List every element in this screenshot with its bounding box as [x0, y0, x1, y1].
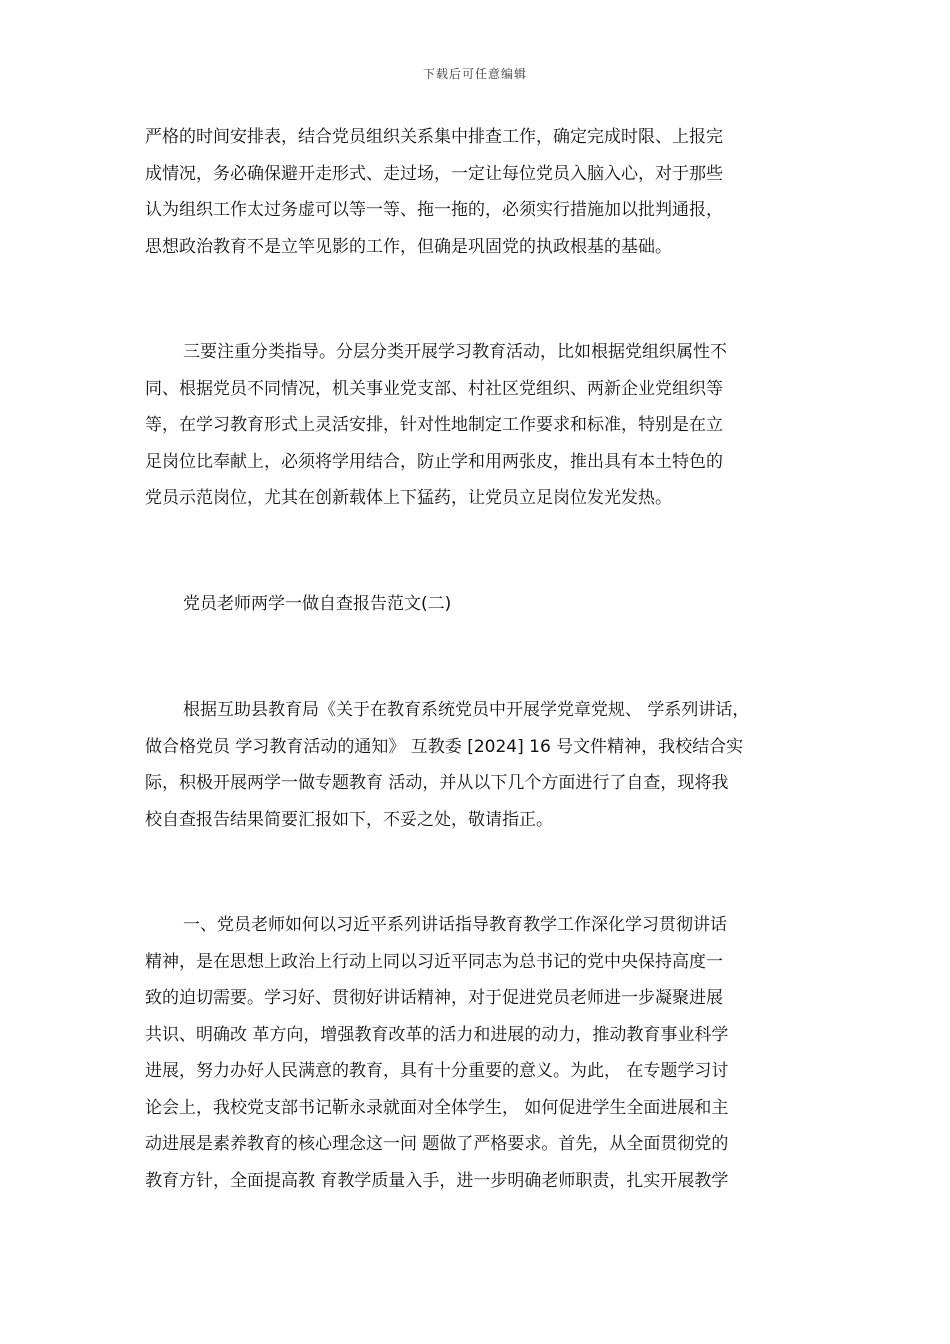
- text-line: 论会上，我校党支部书记靳永录就面对全体学生， 如何促进学生全面进展和主: [145, 1097, 729, 1118]
- text-line: 思想政治教育不是立竿见影的工作，但确是巩固党的执政根基的基础。: [145, 236, 672, 257]
- paragraph-classified-guidance: [145, 334, 813, 517]
- text-line: 教育方针，全面提高教 育教学质量入手，进一步明确老师职责，扎实开展教学: [145, 1170, 729, 1191]
- text-line: 党员老师两学一做自查报告范文(二): [183, 594, 452, 614]
- text-line: 共识、明确改 革方向，增强教育改革的活力和进展的动力，推动教育事业科学: [145, 1024, 729, 1045]
- text-line: 动进展是素养教育的核心理念这一问 题做了严格要求。首先，从全面贯彻党的: [145, 1134, 729, 1154]
- text-line: 三要注重分类指导。分层分类开展学习教育活动，比如根据党组织属性不: [183, 342, 727, 362]
- text-line: 党员示范岗位，尤其在创新载体上下猛药，让党员立足岗位发光发热。: [145, 488, 672, 508]
- section-title: [145, 586, 813, 623]
- text-line: 足岗位比奉献上，必须将学用结合，防止学和用两张皮，推出具有本土特色的: [145, 451, 723, 472]
- text-line: 际，积极开展两学一做专题教育 活动，并从以下几个方面进行了自查，现将我: [145, 773, 729, 793]
- paragraph-section-one: [145, 907, 813, 1199]
- text-line: 精神，是在思想上政治上行动上同以习近平同志为总书记的党中央保持高度一: [145, 951, 723, 972]
- paragraph-intro: [145, 692, 813, 838]
- paragraph-continuation: [145, 119, 813, 265]
- text-line: 做合格党员 学习教育活动的通知》 互教委 [2024] 16 号文件精神，我校结合实: [145, 736, 744, 757]
- text-line: 同、根据党员不同情况，机关事业党支部、村社区党组织、两新企业党组织等: [145, 378, 723, 399]
- text-line: 成情况，务必确保避开走形式、走过场，一定让每位党员入脑入心，对于那些: [145, 163, 723, 184]
- text-line: 严格的时间安排表，结合党员组织关系集中排查工作，确定完成时限、上报完: [145, 127, 723, 147]
- text-line: 致的迫切需要。学习好、贯彻好讲话精神，对于促进党员老师进一步凝聚进展: [145, 988, 723, 1008]
- text-line: 认为组织工作太过务虚可以等一等、拖一拖的，必须实行措施加以批判通报，: [145, 200, 723, 220]
- text-line: 等，在学习教育形式上灵活安排，针对性地制定工作要求和标准，特别是在立: [145, 415, 723, 435]
- text-line: 进展，努力办好人民满意的教育，具有十分重要的意义。为此， 在专题学习讨: [145, 1061, 729, 1081]
- text-line: 根据互助县教育局《关于在教育系统党员中开展学党章党规、 学系列讲话，: [183, 700, 750, 720]
- text-line: 校自查报告结果简要汇报如下，不妥之处，敬请指正。: [145, 809, 553, 830]
- page-header: 下载后可任意编辑: [422, 67, 527, 81]
- text-line: 一、党员老师如何以习近平系列讲话指导教育教学工作深化学习贯彻讲话: [183, 915, 727, 935]
